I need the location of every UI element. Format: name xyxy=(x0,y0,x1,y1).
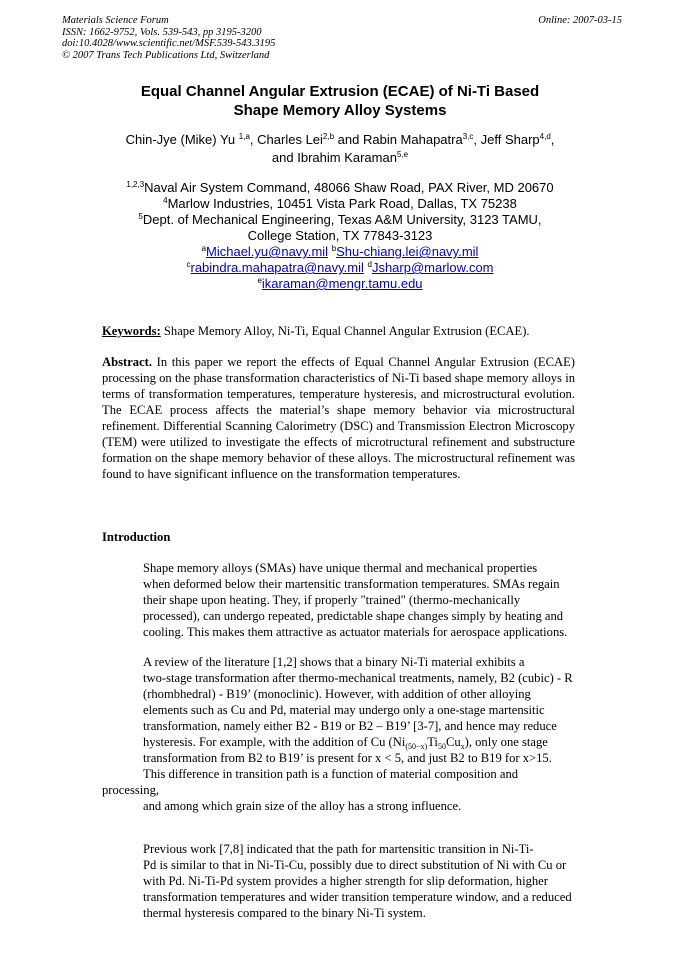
author-name: Ibrahim Karaman xyxy=(297,150,397,165)
email-link-e[interactable]: ikaraman@mengr.tamu.edu xyxy=(261,276,423,291)
email-link-b[interactable]: Shu-chiang.lei@navy.mil xyxy=(336,244,479,259)
author-separator: and xyxy=(334,132,363,147)
text-line: Pd is similar to that in Ni-Ti-Cu, possibly due to direct substitution of Ni with Cu or xyxy=(143,858,567,872)
text-line: transformation temperatures and wider transition temperature window, and a reduced xyxy=(143,890,572,904)
text-line-formula xyxy=(102,734,575,750)
text-line: thermal hysteresis compared to the binary Ni-Ti system. xyxy=(143,906,426,920)
author-superscript: 4,d xyxy=(539,132,551,141)
text-fragment: Ti xyxy=(427,735,438,749)
text-line: cooling. This makes them attractive as actuator materials for aerospace applications. xyxy=(143,625,568,639)
affiliation-text: Marlow Industries, 10451 Vista Park Road, Dallas, TX 75238 xyxy=(167,196,517,211)
email-link-c[interactable]: rabindra.mahapatra@navy.mil xyxy=(190,260,364,275)
paper-title xyxy=(90,82,590,120)
author-name: Rabin Mahapatra xyxy=(362,132,463,147)
text-fragment: Cu xyxy=(445,735,461,749)
email-superscript: c xyxy=(186,260,191,269)
author-name: Chin-Jye (Mike) Yu xyxy=(125,132,236,147)
title-line-2: Shape Memory Alloy Systems xyxy=(233,102,447,119)
text-line: elements such as Cu and Pd, material may undergo only a one-stage martensitic xyxy=(143,703,545,717)
email-line-2 xyxy=(80,260,600,276)
text-line: two-stage transformation after thermo-mechanical treatments, namely, B2 (cubic) - R xyxy=(143,671,573,685)
text-line: transformation from B2 to B19’ is present for x < 5, and just B2 to B19 for x>15. xyxy=(143,751,552,765)
text-line: their shape upon heating. They, if properly "trained" (thermo-mechanically xyxy=(143,593,521,607)
intro-paragraph-3 xyxy=(102,841,575,921)
affiliation-3-cont: College Station, TX 77843-3123 xyxy=(247,228,433,243)
text-fragment: hysteresis. For example, with the addition of Cu (Ni xyxy=(143,735,406,749)
author-separator: , xyxy=(249,132,258,147)
email-line-1 xyxy=(80,244,600,260)
author-superscript: 3,c xyxy=(462,132,474,141)
online-date: Online: 2007-03-15 xyxy=(538,15,622,26)
affiliation-text: Dept. of Mechanical Engineering, Texas A&M University, 3123 TAMU, xyxy=(142,212,542,227)
author-line-2 xyxy=(95,149,585,167)
email-superscript: a xyxy=(201,244,207,253)
email-superscript: e xyxy=(257,276,262,285)
formula-subscript: 50 xyxy=(437,742,446,751)
email-line-3 xyxy=(80,276,600,292)
journal-name: Materials Science Forum xyxy=(62,15,169,26)
issn-line: ISSN: 1662-9752, Vols. 539-543, pp 3195-3200 xyxy=(62,26,262,38)
section-heading-introduction: Introduction xyxy=(102,530,171,544)
author-separator: , xyxy=(473,132,481,147)
author-superscript: 5,e xyxy=(396,150,409,159)
keywords xyxy=(102,323,582,339)
doi-line: doi:10.4028/www.scientific.net/MSF.539-543.3195 xyxy=(62,38,276,49)
author-separator: , xyxy=(550,132,555,147)
text-line: transformation, namely either B2 - B19 or B2 – B19’ [3-7], and hence may reduce xyxy=(143,719,557,733)
email-superscript: b xyxy=(331,244,337,253)
text-line: with Pd. Ni-Ti-Pd system provides a higher strength for slip deformation, higher xyxy=(143,874,548,888)
text-line: processed), can undergo repeated, predictable shape changes simply by heating and xyxy=(143,609,564,623)
text-line: (rhombhedral) - B19’ (monoclinic). However, with addition of other alloying xyxy=(143,687,531,701)
affiliation-2 xyxy=(80,196,600,212)
running-header xyxy=(62,15,622,61)
author-separator: and xyxy=(271,150,298,165)
intro-paragraph-1 xyxy=(102,560,575,640)
author-name: Jeff Sharp xyxy=(480,132,540,147)
author-superscript: 1,a xyxy=(238,132,250,141)
affiliation-1 xyxy=(80,180,600,196)
formula-subscript: (50−x) xyxy=(405,742,428,751)
title-line-1: Equal Channel Angular Extrusion (ECAE) of Ni-Ti Based xyxy=(140,83,540,100)
author-superscript: 2,b xyxy=(322,132,335,141)
email-link-d[interactable]: Jsharp@marlow.com xyxy=(371,260,494,275)
abstract xyxy=(102,354,575,482)
text-line: Shape memory alloys (SMAs) have unique thermal and mechanical properties xyxy=(143,561,538,575)
text-line: A review of the literature [1,2] shows that a binary Ni-Ti material exhibits a xyxy=(143,655,525,669)
author-line-1 xyxy=(95,131,585,149)
formula-subscript: x xyxy=(460,742,465,751)
abstract-text: In this paper we report the effects of Equal Channel Angular Extrusion (ECAE) processing on the phase transformation characteristics of Ni-Ti based shape memory alloys in terms of transformation temperatures, temperature hysteresis, and microstructural evolution. The ECAE process affects the material’s shape memory behavior via microstructural refinement. Differential Scanning Calorimetry (DSC) and Transmission Electron Microscopy (TEM) were utilized to investigate the effects of microtructural refinement and substructure formation on the shape memory behavior of these alloys. The microstructural refinement was found to have significant influence on the transformation temperatures. xyxy=(102,355,575,481)
author-list xyxy=(95,131,585,167)
affiliations xyxy=(80,180,600,292)
affiliation-superscript: 1,2,3 xyxy=(126,180,145,189)
keywords-text: Shape Memory Alloy, Ni-Ti, Equal Channel Angular Extrusion (ECAE). xyxy=(160,324,530,338)
text-line: This difference in transition path is a function of material composition and processing, xyxy=(102,767,519,797)
affiliation-superscript: 4 xyxy=(163,196,168,205)
text-line: Previous work [7,8] indicated that the path for martensitic transition in Ni-Ti- xyxy=(143,842,534,856)
text-line: when deformed below their martensitic transformation temperatures. SMAs regain xyxy=(143,577,560,591)
copyright-line: © 2007 Trans Tech Publications Ltd, Switzerland xyxy=(62,49,270,61)
email-superscript: d xyxy=(367,260,372,269)
intro-paragraph-2 xyxy=(102,654,575,814)
author-name: Charles Lei xyxy=(257,132,323,147)
text-fragment: ), only one stage xyxy=(464,735,548,749)
email-link-a[interactable]: Michael.yu@navy.mil xyxy=(206,244,329,259)
keywords-label: Keywords: xyxy=(102,324,161,338)
affiliation-text: Naval Air System Command, 48066 Shaw Road, PAX River, MD 20670 xyxy=(144,180,554,195)
abstract-label: Abstract. xyxy=(102,355,153,369)
text-line: and among which grain size of the alloy has a strong influence. xyxy=(143,799,462,813)
affiliation-3 xyxy=(80,212,600,228)
affiliation-superscript: 5 xyxy=(138,212,143,221)
